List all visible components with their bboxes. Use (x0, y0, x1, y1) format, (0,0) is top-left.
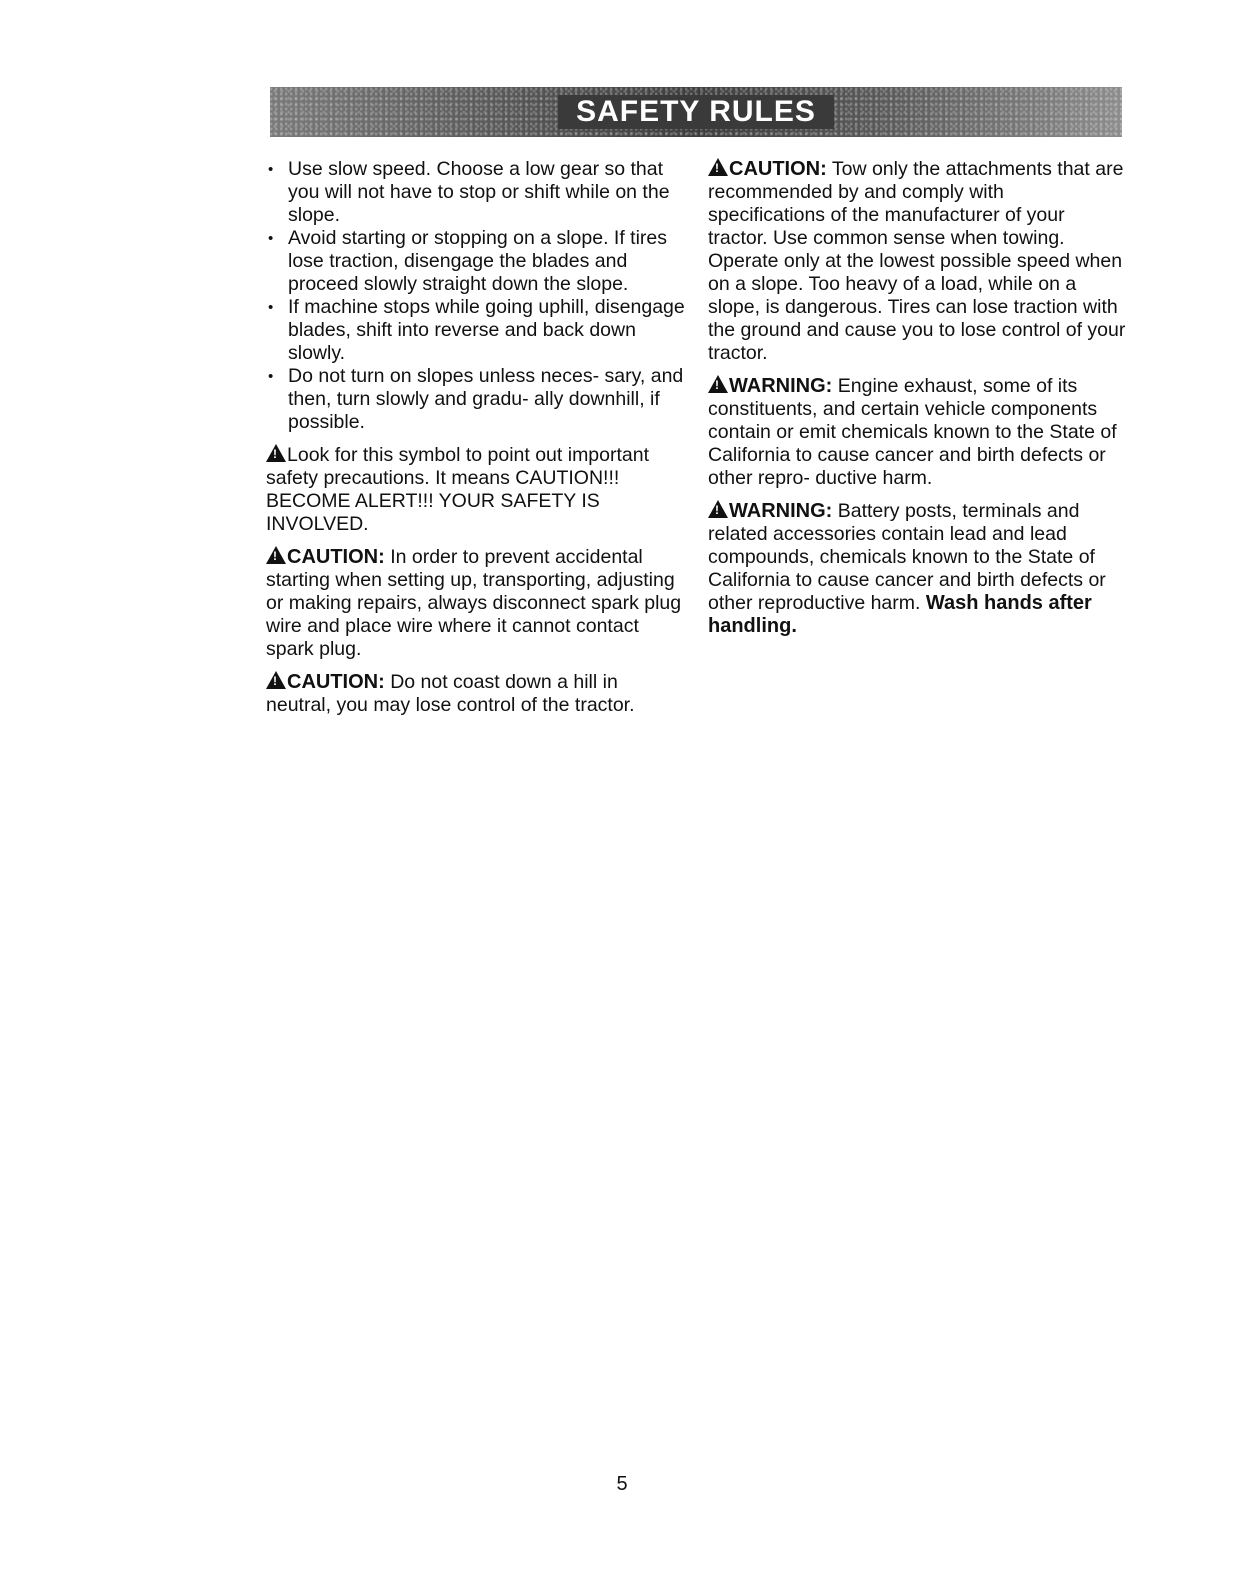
page-number: 5 (616, 1473, 628, 1495)
list-item (266, 227, 686, 296)
list-item (266, 296, 686, 365)
right-column (708, 158, 1126, 638)
caution-text: Tow only the attachments that are recommended by and comply with specifications of the manufacturer of your tractor. Use common sense when towing. Operate only at the lowest possible speed when on a slope. Too heavy of a load, while on a slope, is dangerous. Tires can lose traction with the ground and cause you to lose control of your tractor. (708, 158, 1126, 364)
list-item-text: Avoid starting or stopping on a slope. If tires lose traction, disengage the blades and proceed slowly straight down the slope. (288, 227, 668, 295)
caution-coast (266, 671, 686, 717)
section-banner (270, 87, 1122, 137)
bullet-icon: • (268, 299, 274, 316)
left-column (266, 158, 686, 717)
symbol-note-text: Look for this symbol to point out important safety precautions. It means CAUTION!!! BECOME ALERT!!! YOUR SAFETY IS INVOLVED. (266, 444, 650, 535)
bullet-icon: • (268, 368, 274, 385)
safety-alert-icon (708, 158, 728, 176)
safety-alert-icon (708, 500, 728, 518)
list-item-text: Use slow speed. Choose a low gear so that you will not have to stop or shift while on the slope. (288, 158, 670, 226)
list-item (266, 158, 686, 227)
warning-exhaust (708, 375, 1126, 490)
warning-text: Battery posts, terminals and related accessories contain lead and lead compounds, chemicals known to the State of California to cause cancer and birth defects or other reproductive harm. (708, 500, 1106, 614)
warning-label: WARNING: (729, 500, 833, 522)
slope-bullet-list (266, 158, 686, 434)
list-item-text: Do not turn on slopes unless neces- sary, and then, turn slowly and gradu- ally downhill, if possible. (288, 365, 684, 433)
caution-text: In order to prevent accidental starting when setting up, transporting, adjusting or making repairs, always disconnect spark plug wire and place wire where it cannot contact spark plug. (266, 546, 682, 660)
bullet-icon: • (268, 161, 274, 178)
safety-alert-icon (708, 375, 728, 393)
list-item-text: If machine stops while going uphill, disengage blades, shift into reverse and back down slowly. (288, 296, 685, 364)
safety-alert-icon (266, 546, 286, 564)
bullet-icon: • (268, 230, 274, 247)
list-item (266, 365, 686, 434)
wash-hands-note: Wash hands after handling. (708, 592, 1092, 637)
warning-label: WARNING: (729, 375, 833, 397)
safety-alert-icon (266, 671, 286, 689)
caution-label: CAUTION: (729, 158, 827, 180)
warning-battery (708, 500, 1126, 638)
caution-label: CAUTION: (287, 546, 385, 568)
caution-towing (708, 158, 1126, 365)
caution-text: Do not coast down a hill in neutral, you may lose control of the tractor. (266, 671, 635, 716)
page-title: SAFETY RULES (558, 95, 834, 129)
safety-alert-icon (266, 444, 286, 462)
caution-label: CAUTION: (287, 671, 385, 693)
caution-setup (266, 546, 686, 661)
warning-text: Engine exhaust, some of its constituents, and certain vehicle components contain or emit chemicals known to the State of California to cause cancer and birth defects or other repro- ductive harm. (708, 375, 1117, 489)
symbol-note (266, 444, 686, 536)
